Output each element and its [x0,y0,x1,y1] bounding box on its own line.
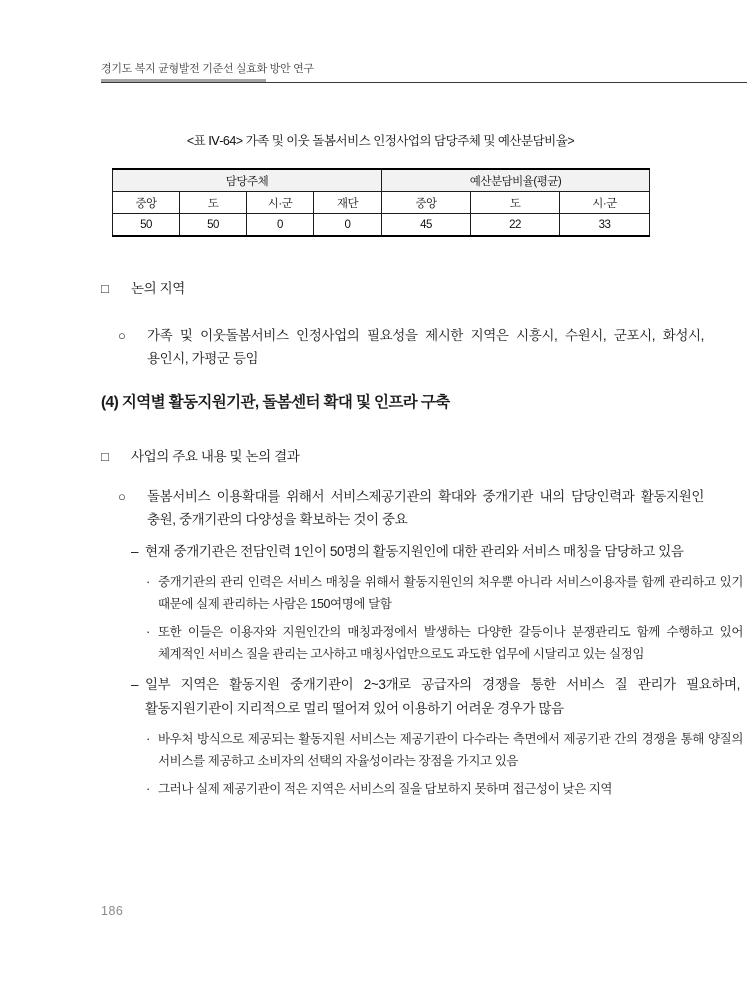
budget-share-table [112,168,650,237]
table-cell: 0 [247,214,314,237]
list-item [101,571,756,615]
table-caption: <표 Ⅳ-64> 가족 및 이웃 돌봄서비스 인정사업의 담당주체 및 예산분담비율> [186,134,575,148]
list-item [101,540,756,564]
table-group-header-row [113,169,650,192]
list-item-regions [101,324,756,370]
table-group-header: 예산분담비율(평균) [382,169,650,192]
list-item [101,621,756,665]
table-group-header: 담당주체 [113,169,382,192]
table-cell: 22 [471,214,560,237]
list-item-text: 가족 및 이웃돌봄서비스 인정사업의 필요성을 제시한 지역은 시흥시, 수원시, 군포시, 화성시, 용인시, 가평군 등임 [147,328,704,366]
list-item-main-content-heading [101,445,756,468]
list-item-text: 그러나 실제 제공기관이 적은 지역은 서비스의 질을 담보하지 못하며 접근성이 낮은 지역 [158,782,613,796]
list-item-text: 사업의 주요 내용 및 논의 결과 [131,449,300,464]
dash-bullet-icon: – [131,544,139,559]
list-item-text: 현재 중개기관은 전담인력 1인이 50명의 활동지원인에 대한 관리와 서비스 매칭을 담당하고 있음 [145,544,684,559]
list-item [101,673,756,721]
list-item-text: 논의 지역 [131,281,185,296]
list-item-text: 일부 지역은 활동지원 중개기관이 2~3개로 공급자의 경쟁을 통한 서비스 질 관리가 필요하며, 활동지원기관이 지리적으로 멀리 떨어져 있어 이용하기 어려운 경우가 많음 [145,677,740,716]
list-item-text: 바우처 방식으로 제공되는 활동지원 서비스는 제공기관이 다수라는 측면에서 제공기관 간의 경쟁을 통해 양질의 서비스를 제공하고 소비자의 선택의 자율성이라는 장점을 가지고 있음 [158,732,743,768]
dot-bullet-icon: · [146,624,150,639]
table-column-header: 도 [471,192,560,214]
running-head: 경기도 복지 균형발전 기준선 실효화 방안 연구 [101,63,314,75]
table-cell: 45 [382,214,471,237]
dot-bullet-icon: · [146,574,150,589]
table-column-header: 도 [180,192,247,214]
dot-bullet-icon: · [146,731,150,746]
section-heading: (4) 지역별 활동지원기관, 돌봄센터 확대 및 인프라 구축 [101,394,450,411]
circle-bullet-icon: ○ [118,489,126,504]
table-column-header: 시·군 [247,192,314,214]
table-column-header: 중앙 [382,192,471,214]
table-column-header: 재단 [314,192,382,214]
list-item-text: 돌봄서비스 이용확대를 위해서 서비스제공기관의 확대와 중개기관 내의 담당인력과 활동지원인 충원, 중개기관의 다양성을 확보하는 것이 중요 [147,489,704,527]
table-value-row [113,214,650,237]
page-number: 186 [101,904,124,918]
circle-bullet-icon: ○ [118,328,126,343]
table-cell: 50 [180,214,247,237]
list-item-text: 중개기관의 관리 인력은 서비스 매칭을 위해서 활동지원인의 처우뿐 아니라 서비스이용자를 함께 관리하고 있기 때문에 실제 관리하는 사람은 150여명에 달함 [158,575,743,611]
square-bullet-icon: □ [101,281,109,296]
table-column-header-row [113,192,650,214]
list-item-text: 또한 이들은 이용자와 지원인간의 매칭과정에서 발생하는 다양한 갈등이나 분쟁관리도 함께 수행하고 있어 체계적인 서비스 질을 관리는 고사하고 매칭사업만으로도 과도한 업무에 시달리고 있는 실정임 [158,625,743,661]
table-cell: 0 [314,214,382,237]
square-bullet-icon: □ [101,449,109,464]
table-cell: 50 [113,214,180,237]
table-column-header: 시·군 [560,192,650,214]
page-body [0,277,756,800]
list-item [101,485,756,531]
table-column-header: 중앙 [113,192,180,214]
running-head-rule-thin [101,82,747,83]
dot-bullet-icon: · [146,781,150,796]
table-cell: 33 [560,214,650,237]
dash-bullet-icon: – [131,677,139,692]
list-item [101,778,756,800]
list-item [101,728,756,772]
list-item-discussion-region-heading [101,277,756,300]
